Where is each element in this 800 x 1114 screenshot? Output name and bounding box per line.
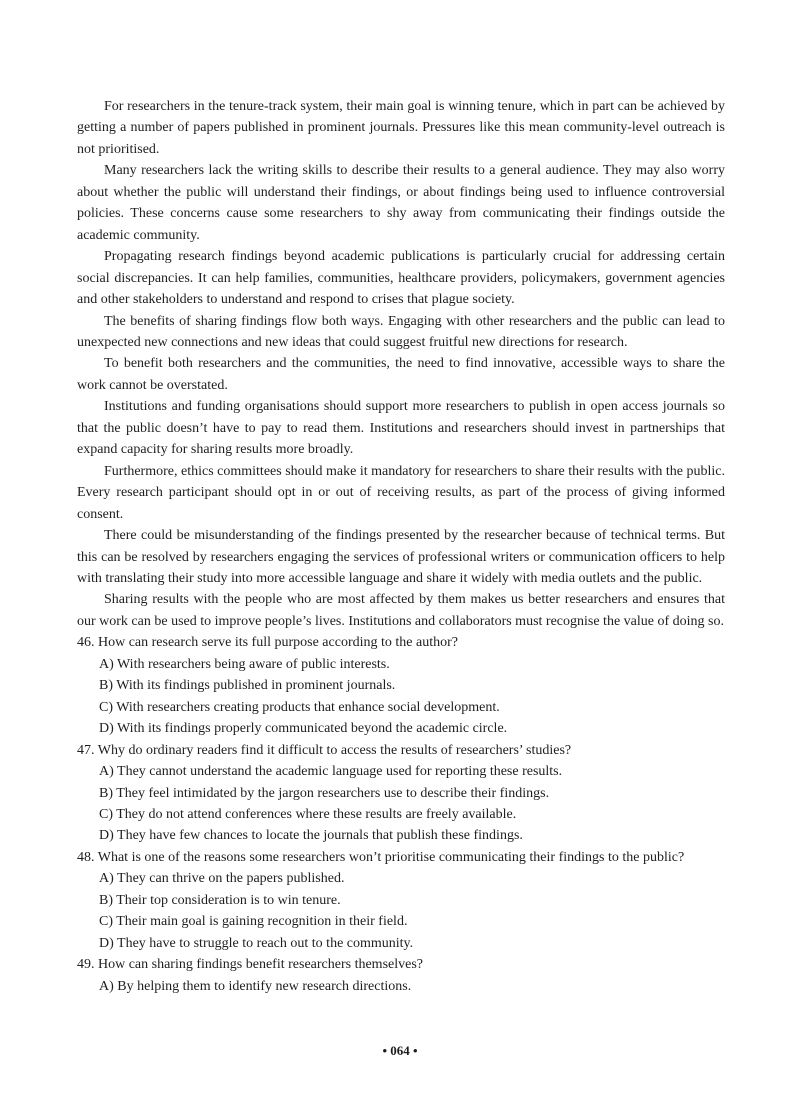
option-b: B) With its findings published in prominent journals.: [99, 678, 396, 694]
page-number: • 064 •: [382, 1043, 418, 1058]
option-a: A) They cannot understand the academic language used for reporting these results.: [99, 764, 563, 780]
question-46: [77, 632, 725, 739]
question-stem: 49. How can sharing findings benefit researchers themselves?: [77, 957, 423, 973]
passage-paragraph: Sharing results with the people who are most affected by them makes us better researchers and ensures that our work can be used to improve people’s lives. Institutions and collaborators must recognise the value of doing so.: [77, 592, 725, 629]
passage-paragraph: Propagating research findings beyond academic publications is particularly crucial for addressing certain social discrepancies. It can help families, communities, healthcare providers, policymakers, government agencies and other stakeholders to understand and respond to crises that plague society.: [77, 249, 725, 308]
question-stem: 47. Why do ordinary readers find it difficult to access the results of researchers’ studies?: [77, 742, 572, 758]
option-d: D) With its findings properly communicated beyond the academic circle.: [99, 721, 508, 737]
option-c: C) They do not attend conferences where these results are freely available.: [99, 806, 517, 822]
passage-paragraph: There could be misunderstanding of the findings presented by the researcher because of technical terms. But this can be resolved by researchers engaging the services of professional writers or communication officers to help with translating their study into more accessible language and share it widely with media outlets and the public.: [77, 528, 725, 586]
option-c: C) Their main goal is gaining recognition in their field.: [99, 914, 408, 930]
option-list: [77, 761, 725, 847]
question-49: [77, 954, 725, 997]
passage: [77, 96, 725, 632]
option-d: D) They have few chances to locate the journals that publish these findings.: [99, 828, 523, 844]
passage-paragraph: Institutions and funding organisations should support more researchers to publish in open access journals so that the public doesn’t have to pay to read them. Institutions and researchers should invest in partnerships that expand capacity for sharing results more broadly.: [77, 399, 725, 458]
option-list: [77, 976, 725, 997]
passage-paragraph: Furthermore, ethics committees should make it mandatory for researchers to share their results with the public. Every research participant should opt in or out of receiving results, as part of the process of giving informed consent.: [77, 463, 725, 522]
question-list: [77, 632, 725, 997]
option-a: A) By helping them to identify new research directions.: [99, 978, 412, 994]
question-47: [77, 740, 725, 847]
passage-paragraph: The benefits of sharing findings flow both ways. Engaging with other researchers and the public can lead to unexpected new connections and new ideas that could suggest fruitful new directions for research.: [77, 313, 725, 350]
option-a: A) With researchers being aware of public interests.: [99, 656, 390, 672]
passage-paragraph: For researchers in the tenure-track system, their main goal is winning tenure, which in part can be achieved by getting a number of papers published in prominent journals. Pressures like this mean community-level outreach is not prioritised.: [77, 99, 725, 157]
question-48: [77, 847, 725, 954]
option-b: B) Their top consideration is to win tenure.: [99, 892, 341, 908]
option-c: C) With researchers creating products that enhance social development.: [99, 699, 500, 715]
question-stem: 46. How can research serve its full purpose according to the author?: [77, 635, 458, 651]
option-b: B) They feel intimidated by the jargon researchers use to describe their findings.: [99, 785, 550, 801]
option-a: A) They can thrive on the papers published.: [99, 871, 345, 887]
page-body: [77, 96, 725, 997]
option-list: [77, 654, 725, 740]
option-list: [77, 868, 725, 954]
option-d: D) They have to struggle to reach out to the community.: [99, 935, 414, 951]
question-stem: 48. What is one of the reasons some researchers won’t prioritise communicating their findings to the public?: [77, 849, 685, 865]
passage-paragraph: To benefit both researchers and the communities, the need to find innovative, accessible ways to share the work cannot be overstated.: [77, 356, 725, 393]
passage-paragraph: Many researchers lack the writing skills to describe their results to a general audience. They may also worry about whether the public will understand their findings, or about findings being used to influence controversial policies. These concerns cause some researchers to shy away from communicating their findings outside the academic community.: [77, 163, 725, 243]
